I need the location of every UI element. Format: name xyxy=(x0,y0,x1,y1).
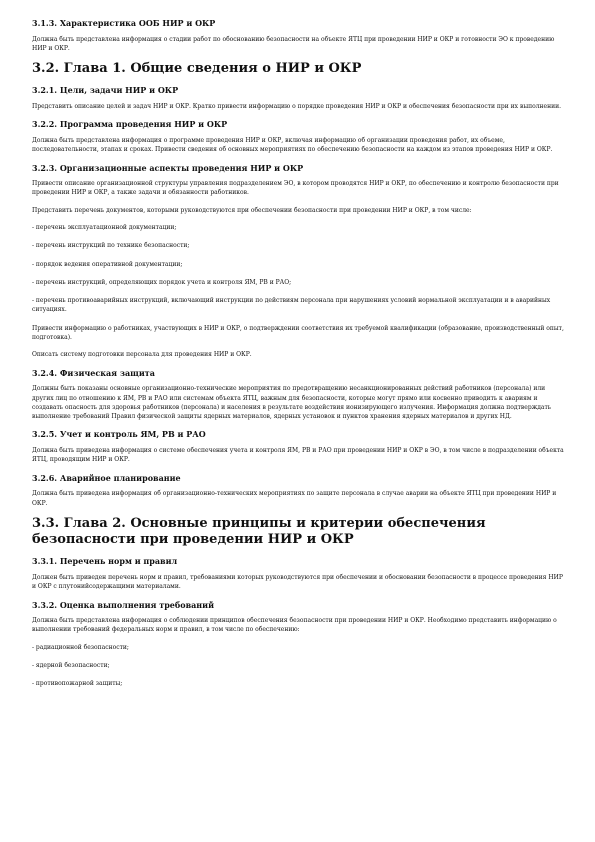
list-item: - перечень противоаварийных инструкций, включающий инструкции по действиям персонала при нарушениях условий нормальной эксплуатации и в аварийных ситуациях. xyxy=(32,297,551,314)
paragraph: Должен быть приведен перечень норм и правил, требованиями которых руководствуются при обеспечении и обосновании безопасности в процессе проведения НИР и ОКР с плутонийсодержащими материалами. xyxy=(32,573,563,591)
paragraph: Должна быть представлена информация о стадии работ по обоснованию безопасности на объекте ЯТЦ при проведении НИР и ОКР и готовности ЭО к проведению НИР и ОКР. xyxy=(32,35,555,52)
paragraph: Описать систему подготовки персонала для проведения НИР и ОКР. xyxy=(32,351,252,359)
heading-3-2: 3.2. Глава 1. Общие сведения о НИР и ОКР xyxy=(32,61,362,77)
list-item: - противопожарной защиты; xyxy=(32,680,123,688)
paragraph: Представить описание целей и задач НИР и ОКР. Кратко привести информацию о порядке проведения НИР и ОКР и обеспечения безопасности при их выполнении. xyxy=(32,103,561,111)
paragraph: Должна быть представлена информация о соблюдении принципов обеспечения безопасности при проведении НИР и ОКР. Необходимо представить информацию о выполнении требований федеральных норм и правил, в том числе по обеспечению: xyxy=(32,617,557,634)
heading-3-2-1: 3.2.1. Цели, задачи НИР и ОКР xyxy=(32,85,179,96)
paragraph: Представить перечень документов, которыми руководствуются при обеспечении безопасности при проведении НИР и ОКР, в том числе: xyxy=(32,206,472,214)
list-item: - перечень инструкций, определяющих порядок учета и контроля ЯМ, РВ и РАО; xyxy=(32,278,292,286)
heading-3-3: 3.3. Глава 2. Основные принципы и критерии обеспечения безопасности при проведении НИР и ОКР xyxy=(32,515,486,548)
heading-3-1-3: 3.1.3. Характеристика ООБ НИР и ОКР xyxy=(32,18,216,28)
paragraph: Привести информацию о работниках, участвующих в НИР и ОКР, о подтверждении соответствия их требуемой квалификации (образование, производственный опыт, подготовка). xyxy=(32,324,564,342)
heading-3-2-6: 3.2.6. Аварийное планирование xyxy=(32,472,181,483)
paragraph: Привести описание организационной структуры управления подразделением ЭО, в котором проводятся НИР и ОКР, по обеспечению и контролю безопасности при проведении НИР и ОКР, а также задачи и обязанности работников. xyxy=(32,180,559,197)
paragraph: Должны быть показаны основные организационно-технические мероприятия по предотвращению несанкционированных действий работников (персонала) или других лиц по отношению к ЯМ, РВ и РАО или системам объекта ЯТЦ, важным для безопасности, которые могут прямо или косвенно приводить к авариям и создавать опасность для здоровья работников (персонала) и населения в результате воздействия ионизирующего излучения. Информация должна подтверждать выполнение требований Правил физической защиты ядерных материалов, ядерных установок и пунктов хранения ядерных материалов и других НД. xyxy=(32,385,552,421)
list-item: - перечень эксплуатационной документации; xyxy=(32,224,177,231)
heading-3-2-2: 3.2.2. Программа проведения НИР и ОКР xyxy=(32,119,228,130)
heading-3-2-5: 3.2.5. Учет и контроль ЯМ, РВ и РАО xyxy=(32,429,206,440)
list-item: - ядерной безопасности; xyxy=(32,662,110,669)
list-item: - перечень инструкций по технике безопасности; xyxy=(32,242,190,250)
heading-3-3-1: 3.3.1. Перечень норм и правил xyxy=(32,556,178,567)
list-item: - порядок ведения оперативной документации; xyxy=(32,260,183,268)
paragraph: Должна быть представлена информация о программе проведения НИР и ОКР, включая информацию об организации проведения работ, их объеме, последовательности, этапах и сроках. Привести сведения об основных мероприятиях по обеспечению безопасности на каждом из этапов проведения НИР и ОКР. xyxy=(32,136,553,154)
heading-3-2-4: 3.2.4. Физическая защита xyxy=(32,367,155,378)
document-page xyxy=(32,10,564,698)
paragraph: Должна быть приведена информация об организационно-технических мероприятиях по защите персонала в случае аварии на объекте ЯТЦ при проведении НИР и ОКР. xyxy=(32,490,557,507)
heading-3-3-2: 3.3.2. Оценка выполнения требований xyxy=(32,599,215,610)
list-item: - радиационной безопасности; xyxy=(32,643,129,651)
paragraph: Должна быть приведена информация о системе обеспечения учета и контроля ЯМ, РВ и РАО при проведении НИР и ОКР в ЭО, в том числе в подразделении объекта ЯТЦ, проводящим НИР и ОКР. xyxy=(32,447,564,464)
heading-3-2-3: 3.2.3. Организационные аспекты проведения НИР и ОКР xyxy=(32,162,304,173)
